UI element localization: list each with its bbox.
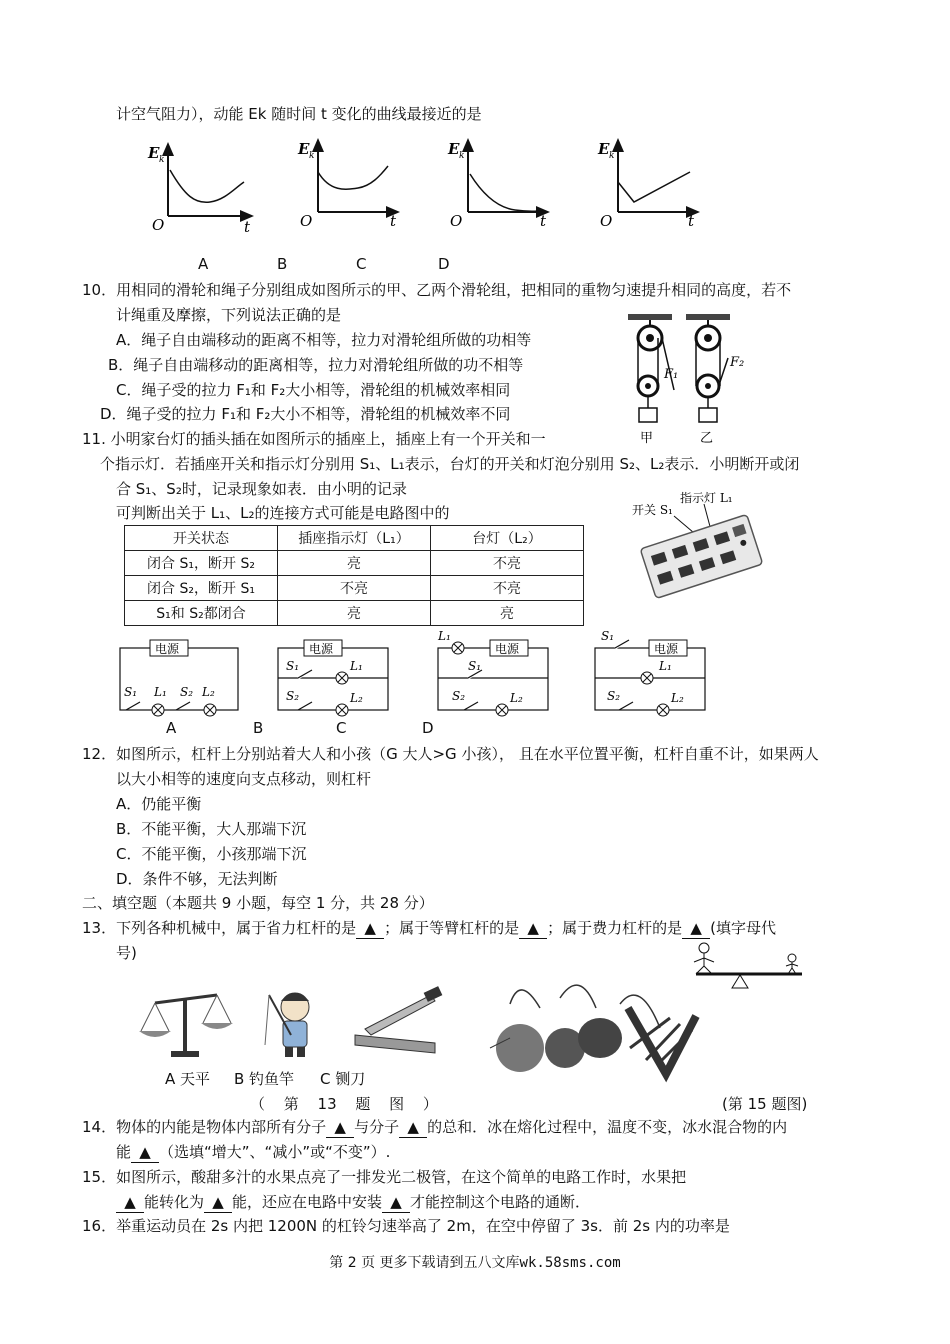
axis-t: t <box>244 218 251 236</box>
table-row <box>125 601 584 626</box>
page-footer: 第 2 页 更多下载请到五八文库wk.58sms.com <box>329 1255 621 1271</box>
svg-text:E: E <box>448 140 460 158</box>
q9-stem-tail: 计空气阻力），动能 Ek 随时间 t 变化的曲线最接近的是 <box>116 105 482 123</box>
svg-text:S₁: S₁ <box>601 629 615 643</box>
f2-label: F₂ <box>730 355 745 370</box>
pulley-diagram <box>620 312 760 447</box>
svg-text:S₂: S₂ <box>180 685 194 699</box>
q11-stem-4: 可判断出关于 L₁、L₂的连接方式可能是电路图中的 <box>116 504 450 522</box>
q9-label-b: B <box>277 255 288 273</box>
q9-ek-graphs <box>140 136 700 236</box>
fig15-caption: (第 15 题图) <box>722 1095 808 1113</box>
svg-text:E: E <box>298 140 310 158</box>
circuit-c <box>437 629 548 716</box>
q15-blank-2: ▲ <box>204 1192 232 1213</box>
q14-line-1: 14．物体的内能是物体内部所有分子 ▲ 与分子 ▲ 的总和．冰在熔化过程中，温度不变，冰水混合物的内 <box>82 1118 788 1136</box>
svg-text:t: t <box>688 212 695 230</box>
q15-line-2: ▲ 能转化为 ▲ 能，还应在电路中安装 ▲ 才能控制这个电路的通断． <box>116 1192 590 1213</box>
svg-text:O: O <box>450 212 463 230</box>
q13-blank-1: ▲ <box>356 918 384 939</box>
svg-text:电源: 电源 <box>654 642 679 656</box>
svg-text:电源: 电源 <box>155 642 180 656</box>
svg-text:L₁: L₁ <box>154 685 167 699</box>
q14-line-2: 能 ▲ （选填“增大”、“减小”或“不变”）. <box>116 1143 391 1161</box>
svg-text:S₂: S₂ <box>607 689 621 703</box>
balance-scale-icon <box>139 995 233 1057</box>
graph-b <box>297 140 397 230</box>
svg-text:S₁: S₁ <box>124 685 138 699</box>
table-header: 开关状态 <box>125 526 278 551</box>
circuit-a <box>120 640 238 716</box>
q16-line-1: 16．举重运动员在 2s 内把 1200N 的杠铃匀速举高了 2m，在空中停留了 3s．前 2s 内的功率是 <box>82 1217 730 1235</box>
graph-a <box>147 144 251 236</box>
q15-line-1: 15．如图所示，酸甜多汁的水果点亮了一排发光二极管，在这个简单的电路工作时，水果把 <box>82 1168 687 1186</box>
q14-blank-2: ▲ <box>399 1117 427 1138</box>
fig13-caption: （ 第 13 题 图 ） <box>250 1095 438 1113</box>
circuit-b <box>278 640 388 716</box>
q13-blank-2: ▲ <box>519 918 547 939</box>
svg-text:L₁: L₁ <box>350 659 363 673</box>
axis-ek: E <box>148 144 160 162</box>
q10-option-a: A．绳子自由端移动的距离不相等，拉力对滑轮组所做的功相等 <box>116 331 532 349</box>
q11-circuit-diagrams <box>110 630 580 720</box>
power-strip-illustration <box>628 490 778 610</box>
svg-text:L₂: L₂ <box>510 691 523 705</box>
q11-label-c: C <box>336 719 347 737</box>
svg-text:L₂: L₂ <box>202 685 215 699</box>
q9-label-c: C <box>356 255 367 273</box>
svg-text:O: O <box>300 212 313 230</box>
q10-option-c: C．绳子受的拉力 F₁和 F₂大小相等，滑轮组的机械效率相同 <box>116 381 511 399</box>
table-header: 插座指示灯（L₁） <box>278 526 431 551</box>
svg-text:电源: 电源 <box>495 642 520 656</box>
table-header: 台灯（L₂） <box>431 526 584 551</box>
q12-stem-2: 以大小相等的速度向支点移动，则杠杆 <box>116 770 372 788</box>
q12-stem-1: 12．如图所示，杠杆上分别站着大人和小孩（G 大人>G 小孩）， 且在水平位置平衡，杠杆自重不计，如果两人 <box>82 745 819 763</box>
table-cell: 闭合 S₁，断开 S₂ <box>125 551 278 576</box>
circuit-d-diagram <box>585 630 735 720</box>
q9-label-a: A <box>198 255 209 273</box>
q12-option-d: D．条件不够，无法判断 <box>116 870 278 888</box>
fig13-label-b: B 钓鱼竿 <box>234 1070 295 1088</box>
footer-url[interactable]: wk.58sms.com <box>519 1255 621 1271</box>
svg-text:S₁: S₁ <box>468 659 482 673</box>
chopper-icon <box>355 986 442 1053</box>
table-header-row <box>125 526 584 551</box>
jia-label: 甲 <box>640 431 654 446</box>
q15-blank-1: ▲ <box>116 1192 144 1213</box>
svg-text:k: k <box>459 151 465 161</box>
q14-blank-1: ▲ <box>326 1117 354 1138</box>
f1-label: F₁ <box>664 367 679 382</box>
q10-option-b: B．绳子自由端移动的距离相等，拉力对滑轮组所做的功不相等 <box>108 356 524 374</box>
q11-table <box>124 525 584 626</box>
svg-text:L₁: L₁ <box>659 659 672 673</box>
fig13-label-a: A 天平 <box>165 1070 211 1088</box>
svg-text:E: E <box>598 140 610 158</box>
table-row <box>125 576 584 601</box>
table-cell: 不亮 <box>431 576 584 601</box>
table-cell: 亮 <box>431 601 584 626</box>
q13-line-2: 号) <box>116 944 137 962</box>
table-cell: 亮 <box>278 551 431 576</box>
svg-text:S₁: S₁ <box>286 659 300 673</box>
table-cell: 不亮 <box>431 551 584 576</box>
svg-text:t: t <box>540 212 547 230</box>
svg-text:S₂: S₂ <box>286 689 300 703</box>
svg-text:L₁: L₁ <box>438 629 451 643</box>
svg-text:L₂: L₂ <box>350 691 363 705</box>
q12-option-b: B．不能平衡，大人那端下沉 <box>116 820 307 838</box>
q11-stem-2: 个指示灯．若插座开关和指示灯分别用 S₁、L₁表示，台灯的开关和灯泡分别用 S₂、L₂表示．小明断开或闭 <box>100 455 800 473</box>
q11-label-d: D <box>422 719 434 737</box>
section-2-heading: 二、填空题（本题共 9 小题，每空 1 分，共 28 分） <box>82 894 434 912</box>
graph-c <box>447 140 547 230</box>
svg-text:S₂: S₂ <box>452 689 466 703</box>
table-cell: S₁和 S₂都闭合 <box>125 601 278 626</box>
q13-blank-3: ▲ <box>682 918 710 939</box>
svg-text:k: k <box>309 151 315 161</box>
table-row <box>125 551 584 576</box>
q10-option-d: D．绳子受的拉力 F₁和 F₂大小不相等，滑轮组的机械效率不同 <box>100 405 511 423</box>
q10-stem-2: 计绳重及摩擦，下列说法正确的是 <box>116 306 342 324</box>
q13-line-1: 13．下列各种机械中，属于省力杠杆的是 ▲ ；属于等臂杠杆的是 ▲ ；属于费力杠杆的是 ▲ (填字母代 <box>82 919 776 937</box>
table-cell: 亮 <box>278 601 431 626</box>
graph-d <box>597 140 695 230</box>
q10-stem-1: 10．用相同的滑轮和绳子分别组成如图所示的甲、乙两个滑轮组，把相同的重物匀速提升相同的高度，若不 <box>82 281 792 299</box>
q13-machines-figure <box>135 985 455 1065</box>
q15-blank-3: ▲ <box>382 1192 410 1213</box>
socket-switch-label: 开关 S₁ <box>632 503 673 517</box>
q11-label-b: B <box>253 719 264 737</box>
q11-stem-1: 11. 小明家台灯的插头插在如图所示的插座上，插座上有一个开关和一 <box>82 430 546 448</box>
q12-option-c: C．不能平衡，小孩那端下沉 <box>116 845 307 863</box>
fig13-label-c: C 铡刀 <box>320 1070 366 1088</box>
q11-label-a: A <box>166 719 177 737</box>
q9-label-d: D <box>438 255 450 273</box>
fruit-battery-figure <box>470 968 700 1088</box>
svg-text:电源: 电源 <box>309 642 334 656</box>
svg-text:k: k <box>609 151 615 161</box>
svg-text:t: t <box>390 212 397 230</box>
svg-text:k: k <box>159 155 165 165</box>
svg-text:L₂: L₂ <box>671 691 684 705</box>
q14-blank-3: ▲ <box>131 1142 159 1163</box>
table-cell: 不亮 <box>278 576 431 601</box>
origin-label: O <box>152 216 165 234</box>
svg-text:O: O <box>600 212 613 230</box>
table-cell: 闭合 S₂，断开 S₁ <box>125 576 278 601</box>
yi-label: 乙 <box>700 431 714 446</box>
fishing-rod-icon <box>265 993 309 1057</box>
q12-option-a: A．仍能平衡 <box>116 795 202 813</box>
q11-stem-3: 合 S₁、S₂时，记录现象如表．由小明的记录 <box>116 480 407 498</box>
socket-lamp-label: 指示灯 L₁ <box>680 491 733 505</box>
